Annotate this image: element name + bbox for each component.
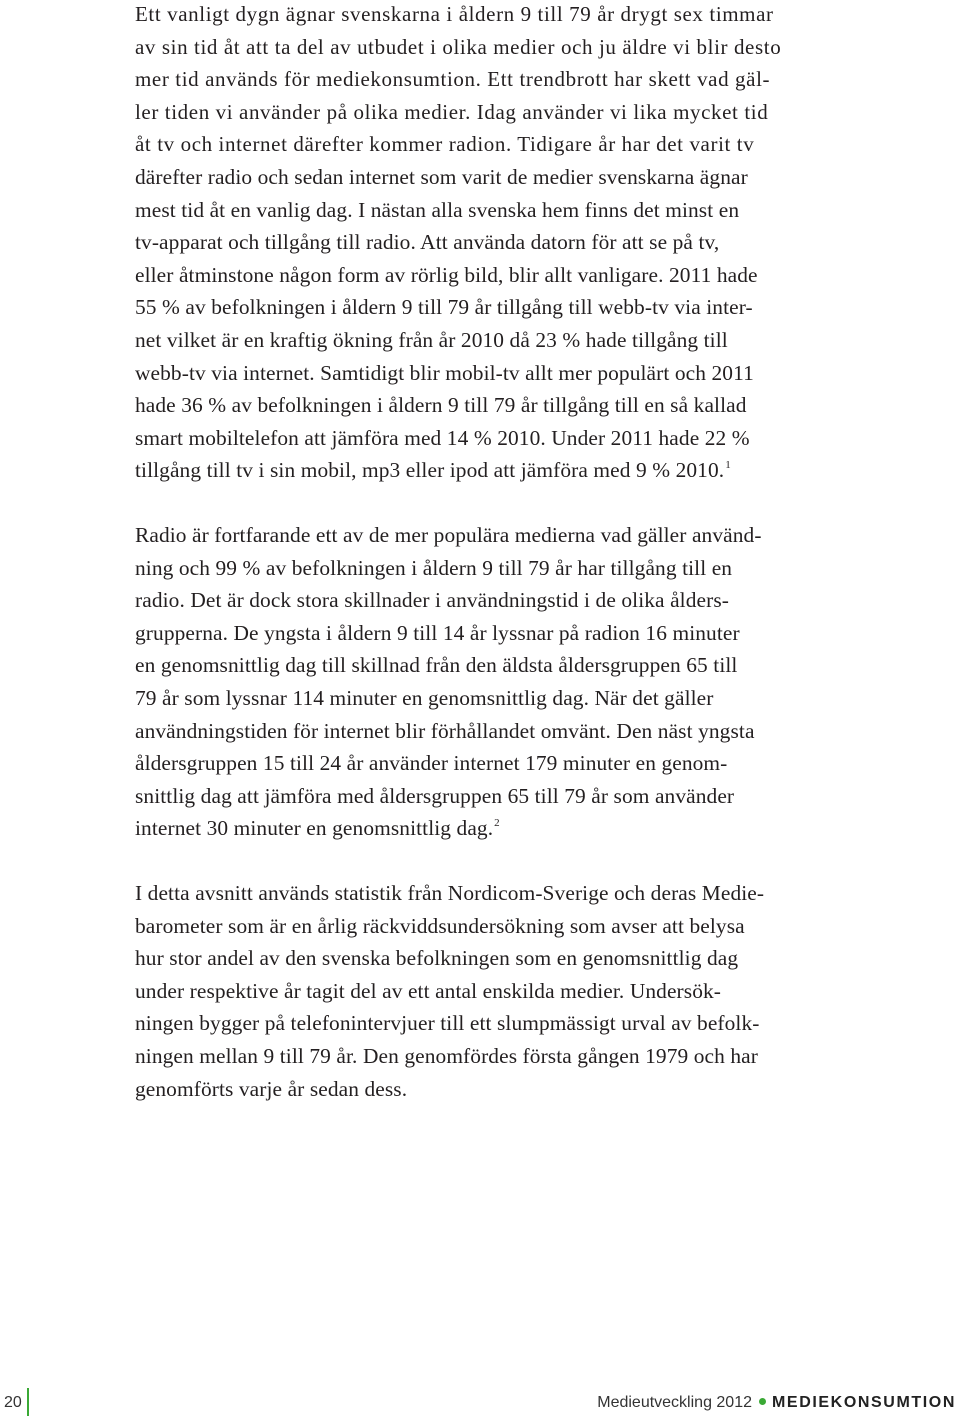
text-line: ningen mellan 9 till 79 år. Den genomfördes första gången 1979 och har [135, 1044, 759, 1068]
text-line-with-footnote [135, 812, 500, 844]
text-line: radio. Det är dock stora skillnader i användningstid i de olika ålders- [135, 588, 729, 612]
running-footer [597, 1394, 956, 1412]
text-line-with-footnote [135, 454, 731, 486]
text-line: net vilket är en kraftig ökning från år 2010 då 23 % hade tillgång till [135, 328, 728, 352]
text-line: internet 30 minuter en genomsnittlig dag. [135, 816, 494, 840]
text-line: hur stor andel av den svenska befolkningen som en genomsnittlig dag [135, 946, 739, 970]
page-number: 20 [4, 1394, 22, 1411]
text-line: I detta avsnitt används statistik från Nordicom-Sverige och deras Medie- [135, 881, 765, 905]
text-line: Ett vanligt dygn ägnar svenskarna i åldern 9 till 79 år drygt sex timmar [135, 2, 774, 26]
text-line: en genomsnittlig dag till skillnad från den äldsta åldersgruppen 65 till [135, 653, 738, 677]
text-line: användningstiden för internet blir förhållandet omvänt. Den näst yngsta [135, 719, 755, 743]
text-line: webb-tv via internet. Samtidigt blir mobil-tv allt mer populärt och 2011 [135, 361, 754, 385]
bullet-icon [759, 1398, 766, 1405]
publication-title: Medieutveckling 2012 [597, 1394, 752, 1411]
text-line: tv-apparat och tillgång till radio. Att använda datorn för att se på tv, [135, 230, 720, 254]
text-line: snittlig dag att jämföra med åldersgruppen 65 till 79 år som använder [135, 784, 735, 808]
footnote-ref: 2 [494, 817, 500, 829]
text-line: hade 36 % av befolkningen i åldern 9 till 79 år tillgång till en så kallad [135, 393, 747, 417]
footnote-ref: 1 [725, 459, 731, 471]
section-title: MEDIEKONSUMTION [772, 1394, 956, 1411]
text-line: grupperna. De yngsta i åldern 9 till 14 år lyssnar på radion 16 minuter [135, 621, 740, 645]
footer-divider [27, 1388, 29, 1416]
text-line: mest tid åt en vanlig dag. I nästan alla svenska hem finns det minst en [135, 198, 740, 222]
text-line: av sin tid åt att ta del av utbudet i olika medier och ju äldre vi blir desto [135, 35, 782, 59]
text-line: Radio är fortfarande ett av de mer populära medierna vad gäller använd- [135, 523, 762, 547]
text-line: barometer som är en årlig räckviddsundersökning som avser att belysa [135, 914, 745, 938]
page-footer [0, 1384, 960, 1424]
text-line: ler tiden vi använder på olika medier. Idag använder vi lika mycket tid [135, 100, 769, 124]
text-line: genomförts varje år sedan dess. [135, 1077, 408, 1101]
text-line: under respektive år tagit del av ett antal enskilda medier. Undersök- [135, 979, 722, 1003]
text-line: mer tid används för mediekonsumtion. Ett trendbrott har skett vad gäl- [135, 67, 771, 91]
text-line: därefter radio och sedan internet som varit de medier svenskarna ägnar [135, 165, 748, 189]
text-line: 79 år som lyssnar 114 minuter en genomsnittlig dag. När det gäller [135, 686, 714, 710]
text-line: eller åtminstone någon form av rörlig bild, blir allt vanligare. 2011 hade [135, 263, 758, 287]
text-line: 55 % av befolkningen i åldern 9 till 79 år tillgång till webb-tv via inter- [135, 295, 753, 319]
text-line: åt tv och internet därefter kommer radion. Tidigare år har det varit tv [135, 132, 755, 156]
text-line: ning och 99 % av befolkningen i åldern 9 till 79 år har tillgång till en [135, 556, 733, 580]
text-line: smart mobiltelefon att jämföra med 14 % 2010. Under 2011 hade 22 % [135, 426, 750, 450]
text-line: åldersgruppen 15 till 24 år använder internet 179 minuter en genom- [135, 751, 728, 775]
text-line: ningen bygger på telefonintervjuer till ett slumpmässigt urval av befolk- [135, 1011, 760, 1035]
text-line: tillgång till tv i sin mobil, mp3 eller ipod att jämföra med 9 % 2010. [135, 458, 725, 482]
